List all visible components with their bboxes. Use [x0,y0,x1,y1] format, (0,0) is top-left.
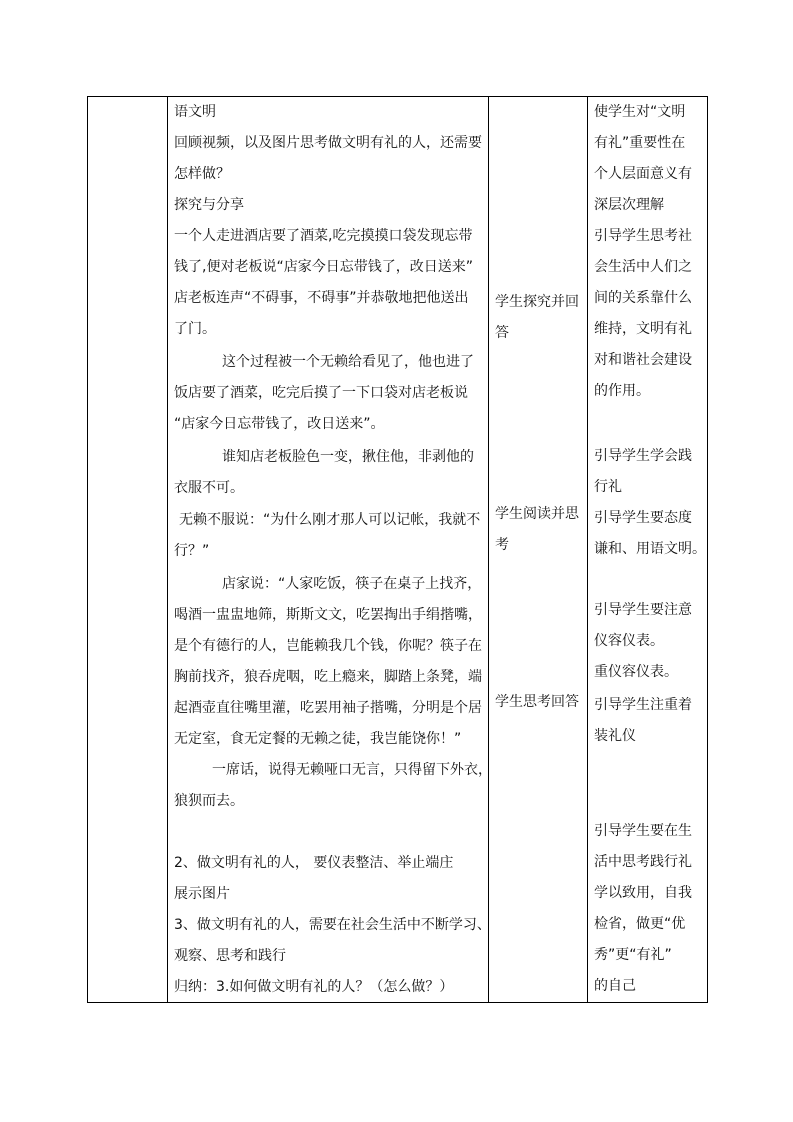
intent-line: 引导学生要在生 [594,823,692,839]
content-line: 起酒壶直往嘴里灌，吃罢用袖子揩嘴，分明是个居 [174,700,482,716]
intent-line: 的作用。 [594,383,650,399]
intent-line: 仪容仪表。 [594,633,664,649]
intent-line: 深层次理解 [594,197,664,213]
content-line: 了门。 [174,321,216,337]
intent-line: 秀”更“有礼” [594,947,672,963]
design-intent-cell [588,97,708,1003]
intent-line: 使学生对“文明 [594,104,686,120]
intent-line: 行礼 [594,479,622,495]
intent-line: 引导学生注重着 [594,697,692,713]
intent-line: 会生活中人们之 [594,259,692,275]
teaching-content-cell [168,97,492,1003]
content-line: 无定室，食无定餐的无赖之徒，我岂能饶你！” [174,731,462,747]
intent-line: 装礼仪 [594,728,636,744]
content-line: 一席话，说得无赖哑口无言，只得留下外衣， [212,762,492,778]
intent-line: 间的关系靠什么 [594,290,692,306]
content-line: 3、做文明有礼的人，需要在社会生活中不断学习、 [174,917,491,933]
content-line: 胸前找齐，狼吞虎咽，吃上瘾来，脚踏上条凳，端 [174,669,482,685]
student-line: 学生探究并回 [495,294,579,310]
intent-line: 的自己 [594,978,636,994]
intent-line: 引导学生要态度 [594,510,692,526]
content-line: 行？” [174,543,210,559]
content-line: 狼狈而去。 [174,793,244,809]
intent-line: 引导学生思考社 [594,228,692,244]
content-line: 2、做文明有礼的人， 要仪表整洁、举止端庄 [174,855,454,871]
content-line: 这个过程被一个无赖给看见了，他也进了 [222,354,474,370]
intent-line: 引导学生要注意 [594,602,692,618]
content-line: 喝酒一盅盅地筛，斯斯文文，吃罢掏出手绢揩嘴， [174,607,482,623]
content-line: 钱了,便对老板说“店家今日忘带钱了，改日送来” [174,259,473,275]
student-line: 学生阅读并思 [495,506,579,522]
content-line: 探究与分享 [174,197,244,213]
content-line: 饭店要了酒菜，吃完后摸了一下口袋对店老板说 [174,385,468,401]
intent-line: 引导学生学会践 [594,448,692,464]
content-line: 观察、思考和践行 [174,948,286,964]
student-line: 学生思考回答 [495,694,579,710]
student-activity-cell [489,97,588,1003]
table-row [88,97,708,1003]
blank-cell [88,97,168,1003]
content-line: 无赖不服说：“为什么刚才那人可以记帐，我就不 [179,512,481,528]
content-line: 谁知店老板脸色一变，揪住他，非剥他的 [222,449,474,465]
intent-line: 活中思考践行礼 [594,854,692,870]
intent-line: 对和谐社会建设 [594,352,692,368]
content-line: 归纳：3.如何做文明有礼的人？（怎么做？） [174,979,454,995]
content-line: 店家说：“人家吃饭，筷子在桌子上找齐， [222,576,482,592]
intent-line: 个人层面意义有 [594,166,692,182]
content-line: 语文明 [174,104,216,120]
intent-line: 谦和、用语文明。 [594,541,706,557]
content-line: 是个有德行的人，岂能赖我几个钱，你呢？筷子在 [174,638,482,654]
content-line: 一个人走进酒店要了酒菜,吃完摸摸口袋发现忘带 [174,228,473,244]
content-line: 展示图片 [174,886,230,902]
intent-line: 学以致用，自我 [594,885,692,901]
content-line: “店家今日忘带钱了，改日送来”。 [174,416,385,432]
student-line: 答 [495,325,509,341]
content-line: 怎样做？ [174,166,230,182]
content-line: 衣服不可。 [174,480,244,496]
content-line: 回顾视频，以及图片思考做文明有礼的人，还需要 [174,135,482,151]
student-line: 考 [495,537,509,553]
intent-line: 检省，做更“优 [594,916,686,932]
lesson-plan-table [87,96,708,1003]
intent-line: 维持，文明有礼 [594,321,692,337]
intent-line: 有礼”重要性在 [594,135,686,151]
content-line: 店老板连声“不碍事，不碍事”并恭敬地把他送出 [174,290,469,306]
intent-line: 重仪容仪表。 [594,664,678,680]
